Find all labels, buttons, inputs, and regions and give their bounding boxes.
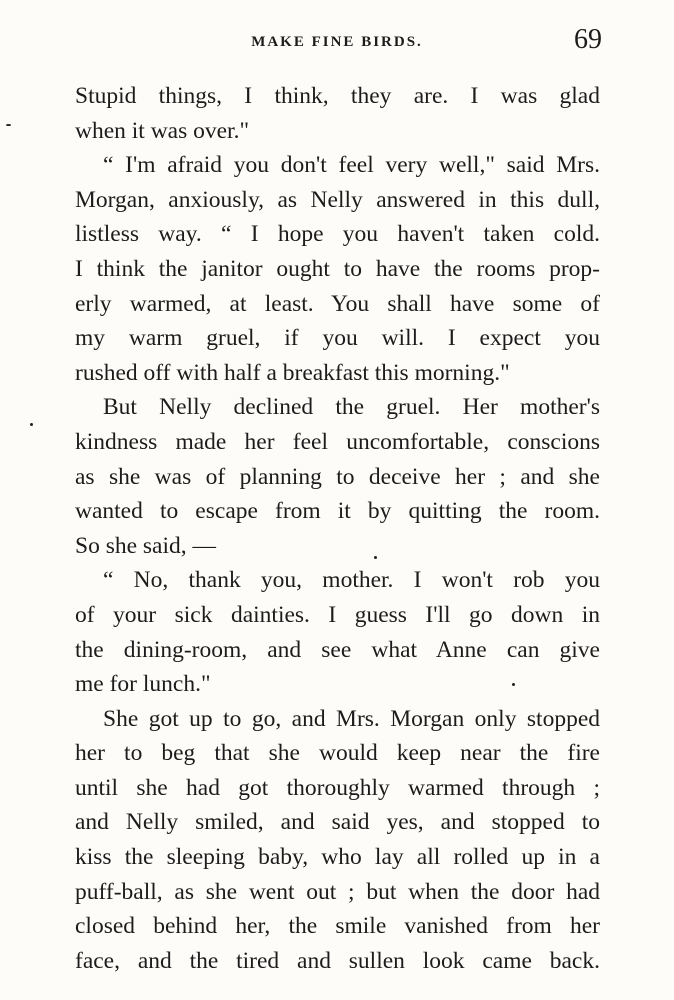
- text-line: But Nelly declined the gruel. Her mother's: [103, 394, 600, 421]
- text-line: listless way. “ I hope you haven't taken cold.: [75, 221, 600, 248]
- running-title: MAKE FINE BIRDS.: [251, 34, 423, 50]
- print-speck: [374, 556, 377, 559]
- text-line: until she had got thoroughly warmed through ;: [75, 774, 600, 801]
- page-number: 69: [574, 24, 602, 55]
- text-line: the dining-room, and see what Anne can give: [75, 636, 600, 663]
- text-line: face, and the tired and sullen look came back.: [75, 947, 600, 974]
- text-line: and Nelly smiled, and said yes, and stopped to: [75, 809, 600, 836]
- text-line: rushed off with half a breakfast this morning.": [75, 359, 510, 386]
- text-line: Morgan, anxiously, as Nelly answered in this dull,: [75, 186, 600, 213]
- text-line: me for lunch.": [75, 671, 211, 698]
- text-line: her to beg that she would keep near the fire: [75, 740, 600, 767]
- body-text: [75, 79, 600, 978]
- text-line: closed behind her, the smile vanished from her: [75, 913, 600, 940]
- text-line: kindness made her feel uncomfortable, conscions: [75, 428, 600, 455]
- text-line: She got up to go, and Mrs. Morgan only stopped: [103, 705, 600, 732]
- text-line: erly warmed, at least. You shall have some of: [75, 290, 600, 317]
- text-line: “ No, thank you, mother. I won't rob you: [103, 567, 600, 594]
- text-line: as she was of planning to deceive her ; and she: [75, 463, 600, 490]
- text-line: of your sick dainties. I guess I'll go down in: [75, 601, 600, 628]
- text-line: my warm gruel, if you will. I expect you: [75, 325, 600, 352]
- print-speck: [512, 683, 515, 686]
- text-line: wanted to escape from it by quitting the room.: [75, 498, 600, 525]
- text-line: So she said, —: [75, 532, 216, 559]
- print-speck: [6, 124, 11, 126]
- text-line: I think the janitor ought to have the rooms prop-: [75, 255, 600, 282]
- text-line: Stupid things, I think, they are. I was glad: [75, 83, 600, 109]
- text-line: kiss the sleeping baby, who lay all rolled up in a: [75, 844, 600, 871]
- text-line: when it was over.": [75, 117, 250, 144]
- print-speck: [30, 423, 33, 426]
- text-line: “ I'm afraid you don't feel very well," said Mrs.: [103, 152, 600, 179]
- text-line: puff-ball, as she went out ; but when the door had: [75, 878, 600, 905]
